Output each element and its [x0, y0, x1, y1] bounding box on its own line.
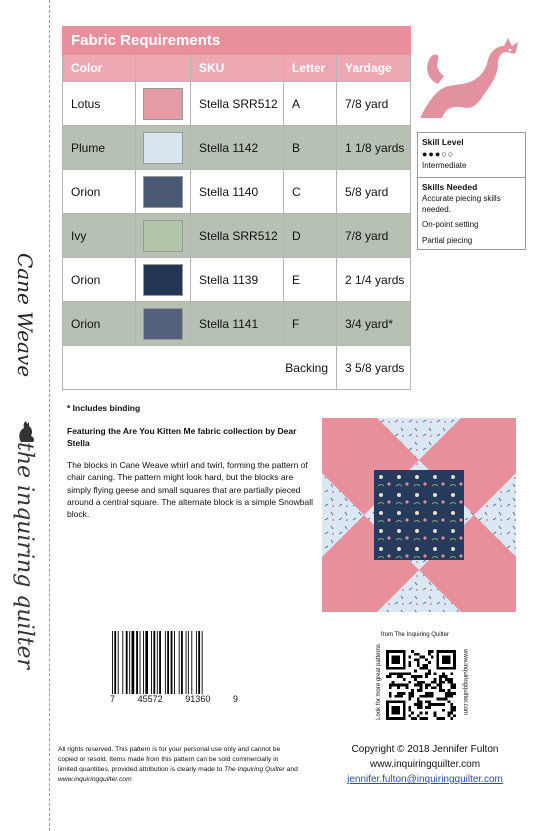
barcode-bar: [132, 631, 135, 694]
qr-module: [450, 692, 453, 695]
cell-letter: A: [284, 82, 337, 126]
qr-module: [453, 692, 456, 695]
qr-module: [414, 703, 417, 706]
cell-letter: C: [284, 170, 337, 214]
qr-module: [436, 703, 439, 706]
cell-yardage: 1 1/8 yards: [337, 126, 411, 170]
qr-module: [420, 706, 423, 709]
qr-module: [445, 678, 448, 681]
qr-module: [442, 703, 445, 706]
qr-module: [428, 695, 431, 698]
qr-module: [436, 698, 439, 701]
qr-module: [389, 684, 392, 687]
qr-module: [442, 698, 445, 701]
qr-module: [442, 672, 445, 675]
qr-module: [406, 672, 409, 675]
barcode-bar: [153, 631, 155, 694]
qr-module: [420, 675, 423, 678]
qr-module: [417, 698, 420, 701]
qr-module: [422, 664, 425, 667]
qr-module: [450, 686, 453, 689]
qr-module: [420, 686, 423, 689]
qr-module: [434, 703, 437, 706]
skill-panel: [417, 132, 526, 250]
qr-module: [411, 650, 414, 653]
qr-module: [397, 695, 400, 698]
fabric-swatch: [143, 308, 183, 340]
qr-module: [442, 709, 445, 712]
barcode-digit-group: 9: [232, 694, 238, 704]
qr-module: [414, 658, 417, 661]
qr-module: [422, 656, 425, 659]
qr-module: [414, 653, 417, 656]
barcode-bar: [129, 631, 130, 694]
qr-module: [400, 695, 403, 698]
pattern-description: The blocks in Cane Weave whirl and twirl, forming the pattern of chair caning. The pattern might look hard, but the blocks are simply flying geese and small squares that are partially pieced around a central square. The alternate block is a simple Snowball block.: [67, 460, 314, 520]
table-title: Fabric Requirements: [63, 27, 411, 55]
qr-module: [425, 672, 428, 675]
table-header-row: [63, 55, 411, 82]
barcode-bar: [126, 631, 128, 694]
cell-swatch: [136, 170, 191, 214]
barcode-bar: [188, 631, 189, 694]
qr-module: [428, 650, 431, 653]
qr-module: [417, 706, 420, 709]
qr-module: [420, 689, 423, 692]
backing-label: Backing: [63, 346, 337, 390]
cell-sku: Stella 1141: [191, 302, 284, 346]
cell-yardage: 3/4 yard*: [337, 302, 411, 346]
qr-module: [442, 681, 445, 684]
barcode-bar: [143, 631, 144, 694]
qr-module: [392, 656, 400, 664]
skill-level-dots: ●●●○○: [422, 149, 455, 159]
qr-module: [406, 686, 409, 689]
qr-module: [397, 686, 400, 689]
qr-module: [425, 695, 428, 698]
qr-module: [422, 695, 425, 698]
qr-module: [414, 675, 417, 678]
rights-site: www.inquiringquilter.com: [58, 776, 132, 784]
qr-module: [439, 686, 442, 689]
barcode-bar: [191, 631, 192, 694]
qr-module: [439, 678, 442, 681]
qr-module: [431, 650, 434, 653]
qr-caption: from The Inquiring Quilter: [381, 632, 449, 638]
qr-module: [434, 678, 437, 681]
qr-module: [425, 717, 428, 720]
qr-module: [445, 692, 448, 695]
qr-module: [425, 667, 428, 670]
table-row: [63, 82, 411, 126]
qr-module: [428, 684, 431, 687]
fabric-swatch: [143, 264, 183, 296]
qr-module: [453, 706, 456, 709]
qr-module: [442, 675, 445, 678]
cell-swatch: [136, 302, 191, 346]
qr-module: [425, 664, 428, 667]
qr-module: [389, 695, 392, 698]
skill-divider: [418, 177, 525, 178]
qr-module: [425, 706, 428, 709]
qr-module: [425, 684, 428, 687]
qr-module: [428, 692, 431, 695]
qr-module: [420, 700, 423, 703]
qr-module: [420, 703, 423, 706]
barcode-bar: [202, 631, 203, 694]
barcode-bar: [112, 631, 113, 694]
barcode-bar: [118, 631, 119, 694]
qr-module: [448, 678, 451, 681]
email-link[interactable]: jennifer.fulton@inquiringquilter.com: [347, 774, 503, 785]
cell-color: Lotus: [63, 82, 136, 126]
table-row: [63, 126, 411, 170]
qr-module: [428, 700, 431, 703]
skill-level-heading: Skill Level: [422, 137, 464, 147]
qr-module: [420, 656, 423, 659]
header-yardage: Yardage: [337, 55, 411, 82]
cell-yardage: 5/8 yard: [337, 170, 411, 214]
binding-note: * Includes binding: [67, 403, 141, 413]
qr-module: [408, 714, 411, 717]
qr-module: [425, 700, 428, 703]
qr-module: [428, 661, 431, 664]
spine-fold-line: [49, 0, 50, 831]
qr-module: [436, 717, 439, 720]
skill-item: On-point setting: [422, 220, 479, 230]
qr-module: [389, 672, 392, 675]
qr-module: [425, 675, 428, 678]
table-row: [63, 302, 411, 346]
qr-module: [392, 672, 395, 675]
qr-module: [450, 678, 453, 681]
qr-module: [445, 695, 448, 698]
copyright-block: [330, 742, 520, 787]
qr-module: [408, 706, 411, 709]
qr-module: [453, 714, 456, 717]
qr-module: [414, 678, 417, 681]
qr-module: [420, 667, 423, 670]
barcode-digits: [110, 694, 238, 704]
cell-sku: Stella 1140: [191, 170, 284, 214]
barcode-bar: [165, 631, 166, 694]
cell-color: Orion: [63, 170, 136, 214]
qr-module: [422, 667, 425, 670]
qr-module: [439, 681, 442, 684]
cell-swatch: [136, 258, 191, 302]
qr-module: [431, 656, 434, 659]
qr-module: [448, 714, 451, 717]
qr-module: [417, 714, 420, 717]
qr-module: [431, 695, 434, 698]
skill-item: Accurate piecing skills needed.: [422, 193, 501, 214]
qr-module: [417, 653, 420, 656]
qr-module: [442, 717, 445, 720]
qr-module: [408, 698, 411, 701]
qr-module: [400, 684, 403, 687]
qr-module: [425, 686, 428, 689]
qr-module: [389, 675, 392, 678]
qr-module: [414, 717, 417, 720]
rights-notice: All rights reserved. This pattern is for your personal use only and cannot be copied or resold. Items made from this pattern can be sold commercially in limited quantities, provided attribution is clearly made to The Inquiring Quilter and www.inquiringquilter.com: [58, 746, 298, 784]
qr-module: [450, 709, 453, 712]
qr-module: [400, 675, 403, 678]
spine-brand: the inquiring quilter: [11, 441, 37, 669]
qr-module: [428, 672, 431, 675]
table-title-row: [63, 27, 411, 55]
barcode-bar: [145, 631, 148, 694]
qr-module: [394, 695, 397, 698]
qr-module: [400, 672, 403, 675]
barcode-bar: [140, 631, 141, 694]
featuring-text: Featuring the Are You Kitten Me fabric collection by Dear Stella: [67, 426, 297, 448]
qr-module: [420, 681, 423, 684]
qr-module: [453, 686, 456, 689]
cell-letter: D: [284, 214, 337, 258]
qr-module: [428, 706, 431, 709]
qr-module: [434, 714, 437, 717]
qr-module: [450, 712, 453, 715]
qr-module: [450, 717, 453, 720]
qr-module: [411, 712, 414, 715]
fabric-swatch: [143, 88, 183, 120]
qr-side-text-left: Look for more great patterns: [376, 644, 382, 720]
cell-swatch: [136, 126, 191, 170]
barcode-bar: [179, 631, 180, 694]
qr-module: [442, 689, 445, 692]
qr-module: [450, 681, 453, 684]
qr-module: [448, 700, 451, 703]
qr-module: [397, 672, 400, 675]
qr-module: [448, 695, 451, 698]
barcode-bar: [198, 631, 200, 694]
qr-module: [417, 658, 420, 661]
qr-module: [450, 706, 453, 709]
header-sku: SKU: [191, 55, 284, 82]
qr-module: [414, 670, 417, 673]
barcode-digit-group: 91360: [185, 694, 211, 704]
barcode-bar: [167, 631, 169, 694]
cell-sku: Stella 1142: [191, 126, 284, 170]
cell-letter: F: [284, 302, 337, 346]
qr-module: [411, 717, 414, 720]
qr-module: [417, 689, 420, 692]
qr-module: [392, 706, 400, 714]
header-letter: Letter: [284, 55, 337, 82]
table-row: [63, 214, 411, 258]
barcode-bar: [181, 631, 183, 694]
qr-module: [411, 695, 414, 698]
skill-item: Partial piecing: [422, 236, 473, 246]
qr-module: [434, 712, 437, 715]
fabric-swatch: [143, 176, 183, 208]
copyright-line: Copyright © 2018 Jennifer Fulton: [351, 744, 499, 755]
barcode-digit-group: 45572: [137, 694, 163, 704]
cell-yardage: 7/8 yard: [337, 82, 411, 126]
qr-module: [450, 672, 453, 675]
cell-color: Orion: [63, 302, 136, 346]
qr-module: [431, 703, 434, 706]
header-swatch: [136, 55, 191, 82]
qr-module: [448, 692, 451, 695]
qr-module: [450, 703, 453, 706]
qr-module: [445, 698, 448, 701]
qr-side-text-right: www.inquiringquilter.com: [462, 648, 468, 716]
qr-module: [439, 717, 442, 720]
qr-module: [408, 656, 411, 659]
qr-module: [414, 684, 417, 687]
qr-module: [403, 684, 406, 687]
spine-title: Cane Weave: [13, 252, 37, 378]
cell-yardage: 7/8 yard: [337, 214, 411, 258]
barcode-bar: [157, 631, 158, 694]
barcode-bar: [196, 631, 197, 694]
cell-sku: Stella SRR512: [191, 82, 284, 126]
qr-module: [408, 695, 411, 698]
qr-module: [417, 700, 420, 703]
qr-module: [389, 692, 392, 695]
barcode: [110, 631, 238, 707]
barcode-bar: [136, 631, 138, 694]
qr-module: [420, 717, 423, 720]
barcode-bar: [171, 631, 173, 694]
table-row: [63, 258, 411, 302]
qr-module: [428, 703, 431, 706]
qr-module: [411, 689, 414, 692]
qr-module: [422, 681, 425, 684]
header-color: Color: [63, 55, 136, 82]
qr-module: [397, 692, 400, 695]
qr-module: [420, 712, 423, 715]
qr-module: [392, 684, 395, 687]
qr-module: [453, 684, 456, 687]
cell-letter: B: [284, 126, 337, 170]
barcode-bar: [114, 631, 116, 694]
qr-module: [439, 684, 442, 687]
qr-module: [400, 692, 403, 695]
qr-module: [417, 684, 420, 687]
fabric-requirements-table: [62, 26, 411, 390]
backing-yardage: 3 5/8 yards: [337, 346, 411, 390]
skill-level-text: Intermediate: [422, 161, 467, 170]
qr-module: [428, 670, 431, 673]
qr-module: [417, 675, 420, 678]
qr-module: [406, 684, 409, 687]
quilt-block-image: [322, 418, 516, 612]
qr-module: [408, 709, 411, 712]
qr-module: [420, 695, 423, 698]
qr-module: [428, 653, 431, 656]
qr-module: [434, 672, 437, 675]
barcode-bar: [122, 631, 123, 694]
qr-module: [422, 717, 425, 720]
backing-row: [63, 346, 411, 390]
qr-module: [408, 672, 411, 675]
fabric-swatch: [143, 220, 183, 252]
cell-color: Ivy: [63, 214, 136, 258]
qr-module: [431, 681, 434, 684]
qr-module: [442, 656, 450, 664]
cat-logo-icon: [418, 28, 520, 120]
qr-module: [448, 689, 451, 692]
qr-module: [408, 692, 411, 695]
table-row: [63, 170, 411, 214]
qr-module: [448, 712, 451, 715]
qr-module: [411, 692, 414, 695]
qr-module: [408, 681, 411, 684]
qr-module: [389, 686, 392, 689]
barcode-bar: [159, 631, 161, 694]
barcode-digit-group: 7: [110, 694, 116, 704]
cell-yardage: 2 1/4 yards: [337, 258, 411, 302]
skills-needed-heading: Skills Needed: [422, 181, 478, 192]
cell-color: Plume: [63, 126, 136, 170]
qr-module: [403, 692, 406, 695]
qr-module: [445, 675, 448, 678]
qr-module: [392, 681, 395, 684]
qr-module: [425, 712, 428, 715]
fabric-swatch: [143, 132, 183, 164]
qr-module: [417, 703, 420, 706]
rights-attribution: The Inquiring Quilter: [224, 766, 285, 774]
barcode-bars: [110, 631, 238, 694]
qr-module: [431, 686, 434, 689]
qr-module: [439, 703, 442, 706]
qr-module: [397, 684, 400, 687]
cell-swatch: [136, 214, 191, 258]
qr-module: [453, 709, 456, 712]
qr-module: [439, 675, 442, 678]
cell-sku: Stella 1139: [191, 258, 284, 302]
qr-module: [411, 675, 414, 678]
qr-module: [408, 661, 411, 664]
qr-module: [434, 681, 437, 684]
qr-code[interactable]: [386, 650, 456, 720]
qr-module: [417, 664, 420, 667]
qr-module: [394, 672, 397, 675]
qr-module: [425, 692, 428, 695]
spine-cat-icon: [15, 418, 39, 444]
qr-module: [417, 661, 420, 664]
qr-module: [450, 695, 453, 698]
qr-module: [439, 698, 442, 701]
qr-module: [408, 664, 411, 667]
qr-module: [420, 684, 423, 687]
barcode-bar: [186, 631, 187, 694]
qr-module: [397, 675, 400, 678]
website-link[interactable]: www.inquiringquilter.com: [369, 759, 481, 770]
qr-module: [450, 684, 453, 687]
qr-module: [394, 684, 397, 687]
cell-letter: E: [284, 258, 337, 302]
qr-module: [436, 684, 439, 687]
barcode-bar: [174, 631, 175, 694]
qr-module: [448, 681, 451, 684]
qr-module: [403, 672, 406, 675]
qr-module: [425, 658, 428, 661]
qr-module: [417, 681, 420, 684]
cell-color: Orion: [63, 258, 136, 302]
qr-module: [434, 686, 437, 689]
cell-swatch: [136, 82, 191, 126]
qr-module: [431, 692, 434, 695]
cell-sku: Stella SRR512: [191, 214, 284, 258]
qr-module: [386, 675, 389, 678]
barcode-bar: [151, 631, 152, 694]
qr-module: [403, 678, 406, 681]
qr-module: [439, 689, 442, 692]
